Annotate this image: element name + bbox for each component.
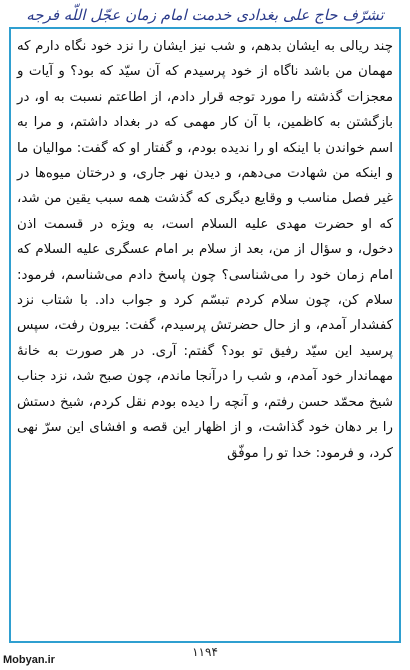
page-header: تشرّف حاج علی بغدادی خدمت امام زمان عجّل اللّه فرجه bbox=[26, 6, 384, 24]
page-number: ۱۱۹۴ bbox=[192, 645, 218, 659]
body-text-block bbox=[17, 34, 393, 638]
body-paragraph: چند ریالی به ایشان بدهم، و شب نیز ایشان را نزد خود نگاه دارم که مهمان من باشد ناگاه از خود پرسیدم که آن سیّد که بود؟ و آیات و معجزات گذشته را مورد توجه قرار دادم، از اطاعتم نسبت به او، در بازگشتن به کاظمین، با آن کار مهمی که در بغداد داشتم، و مرا به اسم خواندن با اینکه او را نديده بودم، و گفتار او که گفت: موالیان ما و اینکه من شهادت می‌دهم، و دیدن نهر جاری، و درختان میوه‌ها در غیر فصل مناسب و وقایع دیگری که گذشت همه سبب یقین من شد، که او حضرت مهدی علیه السلام است، به ویژه در قسمت اذن دخول، و سؤال از من، بعد از سلام بر امام عسگری علیه السلام که امام زمان خود را می‌شناسی؟ چون پاسخ دادم می‌شناسم، فرمود: سلام کن، چون سلام کردم تبسّم کرد و جواب داد. با شتاب نزد کفشدار آمدم، و از حال حضرتش پرسیدم، گفت: بیرون رفت، سپس پرسید این سیّد رفیق تو بود؟ گفتم: آری. در هر صورت به خانهٔ مهماندار خود آمدم، و شب را درآنجا ماندم، چون صبح شد، نزد جناب شیخ محمّد حسن رفتم، و آنچه را دیده بودم نقل کردم، شیخ دستش را بر دهان خود گذاشت، و از اظهار این قصه و افشای این سرّ نهی کرد، و فرمود: خدا تو را موفّق bbox=[17, 39, 393, 461]
watermark: Mobyan.ir bbox=[3, 654, 55, 666]
